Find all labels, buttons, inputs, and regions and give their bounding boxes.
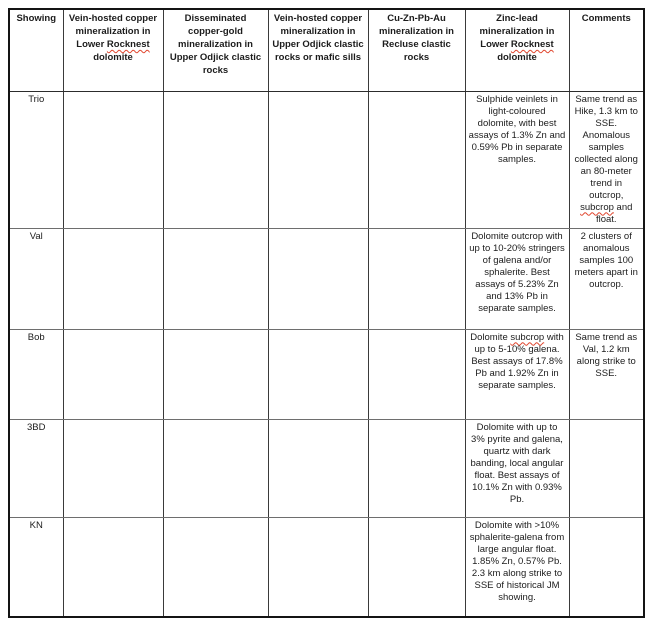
cell-val-vein-copper-upper-odjick [268,228,368,329]
row-label-3bd: 3BD [9,419,63,517]
cell-trio-vein-copper-upper-odjick [268,91,368,228]
cell-kn-comments [569,517,644,617]
cell-kn-vein-copper-upper-odjick [268,517,368,617]
column-header-disseminated-copper-gold-odjick: Disseminated copper-gold mineralization in Upper Odjick clastic rocks [163,9,268,91]
cell-trio-comments: Same trend as Hike, 1.3 km to SSE. Anomalous samples collected along an 80-meter trend in outcrop, subcrop and float. [569,91,644,228]
cell-bob-disseminated-copper-gold [163,329,268,419]
cell-bob-cu-zn-pb-au [368,329,465,419]
cell-val-disseminated-copper-gold [163,228,268,329]
cell-val-zinc-lead: Dolomite outcrop with up to 10-20% stringers of galena and/or sphalerite. Best assays of 5.23% Zn and 13% Pb in separate samples. [465,228,569,329]
cell-trio-vein-copper-lower-rocknest [63,91,163,228]
spellcheck-underline: Rocknest [510,39,554,50]
row-label-val: Val [9,228,63,329]
table-row-kn [9,517,644,617]
cell-kn-disseminated-copper-gold [163,517,268,617]
cell-val-comments: 2 clusters of anomalous samples 100 meters apart in outcrop. [569,228,644,329]
cell-bob-vein-copper-lower-rocknest [63,329,163,419]
cell-3bd-disseminated-copper-gold [163,419,268,517]
column-header-zinc-lead-lower-rocknest: Zinc-lead mineralization in Lower Rocknest dolomite [465,9,569,91]
cell-trio-disseminated-copper-gold [163,91,268,228]
column-header-vein-copper-lower-rocknest: Vein-hosted copper mineralization in Lower Rocknest dolomite [63,9,163,91]
table-row-bob [9,329,644,419]
spellcheck-underline: Rocknest [106,39,150,50]
cell-3bd-vein-copper-lower-rocknest [63,419,163,517]
cell-trio-zinc-lead: Sulphide veinlets in light-coloured dolomite, with best assays of 1.3% Zn and 0.59% Pb in separate samples. [465,91,569,228]
cell-kn-vein-copper-lower-rocknest [63,517,163,617]
cell-bob-comments: Same trend as Val, 1.2 km along strike to SSE. [569,329,644,419]
cell-val-cu-zn-pb-au [368,228,465,329]
row-label-trio: Trio [9,91,63,228]
column-header-showing: Showing [9,9,63,91]
row-label-bob: Bob [9,329,63,419]
spellcheck-underline: subcrop [510,331,545,343]
cell-3bd-cu-zn-pb-au [368,419,465,517]
cell-3bd-vein-copper-upper-odjick [268,419,368,517]
column-header-vein-copper-upper-odjick: Vein-hosted copper mineralization in Upper Odjick clastic rocks or mafic sills [268,9,368,91]
cell-val-vein-copper-lower-rocknest [63,228,163,329]
cell-kn-cu-zn-pb-au [368,517,465,617]
cell-bob-zinc-lead: Dolomite subcrop with up to 5-10% galena. Best assays of 17.8% Pb and 1.92% Zn in separate samples. [465,329,569,419]
spellcheck-underline: subcrop [580,201,614,213]
cell-trio-cu-zn-pb-au [368,91,465,228]
column-header-comments: Comments [569,9,644,91]
column-header-cu-zn-pb-au-recluse: Cu-Zn-Pb-Au mineralization in Recluse clastic rocks [368,9,465,91]
table-row-trio [9,91,644,228]
cell-3bd-comments [569,419,644,517]
table-header-row [9,9,644,91]
row-label-kn: KN [9,517,63,617]
mineralization-showings-table [8,8,645,618]
cell-kn-zinc-lead: Dolomite with >10% sphalerite-galena from large angular float. 1.85% Zn, 0.57% Pb. 2.3 km along strike to SSE of historical JM showing. [465,517,569,617]
cell-3bd-zinc-lead: Dolomite with up to 3% pyrite and galena, quartz with dark banding, local angular float. Best assays of 10.1% Zn with 0.93% Pb. [465,419,569,517]
table-row-3bd [9,419,644,517]
table-row-val [9,228,644,329]
cell-bob-vein-copper-upper-odjick [268,329,368,419]
